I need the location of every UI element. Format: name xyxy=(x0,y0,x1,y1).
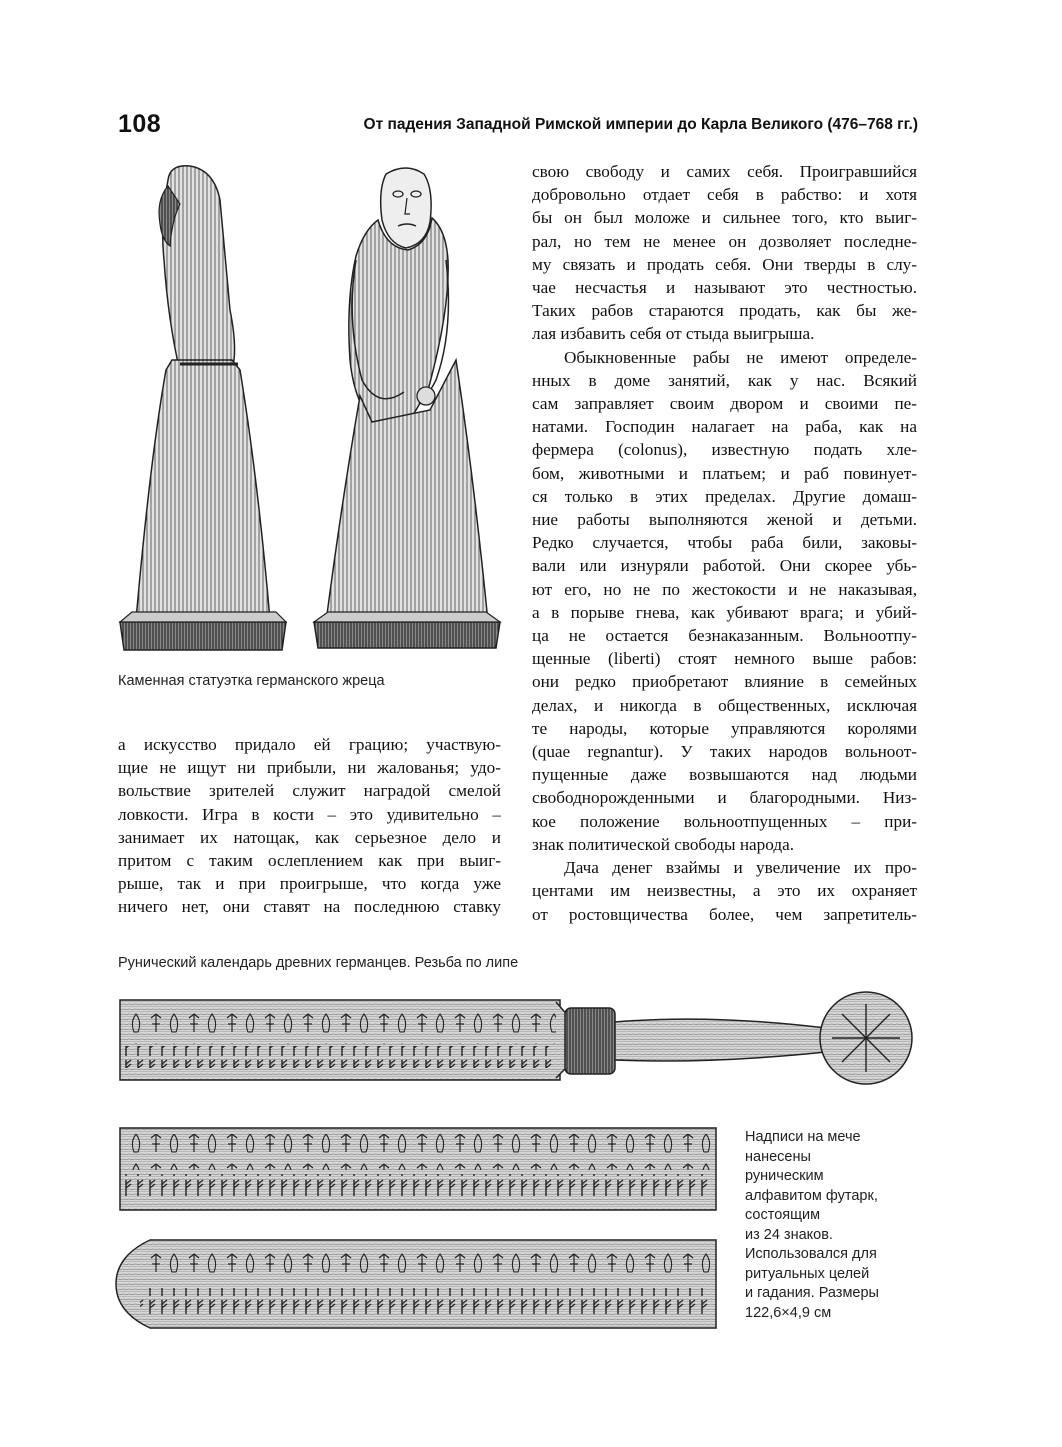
page-header xyxy=(118,110,918,146)
caption-line: 122,6×4,9 см xyxy=(745,1304,832,1321)
text-line: Обыкновенные рабы не имеют определе- xyxy=(564,347,917,367)
text-line: бы он был моложе и сильнее того, кто выиг- xyxy=(532,208,917,228)
statues-caption: Каменная статуэтка германского жреца xyxy=(118,673,385,689)
calendar-caption: Рунический календарь древних германцев. Резьба по липе xyxy=(118,955,519,971)
page-number: 108 xyxy=(118,110,162,138)
text-line: а искусство придало ей грацию; участвую- xyxy=(118,735,501,754)
text-line: вольствие зрителей служит наградой смелой xyxy=(118,781,501,801)
text-line: ца не остается безнаказанным. Вольноотпу- xyxy=(532,626,917,646)
paragraph-2 xyxy=(532,346,917,856)
statues-illustration xyxy=(110,160,510,660)
left-text-column xyxy=(118,733,501,919)
text-line: они редко приобретают влияние в семейных xyxy=(532,672,917,692)
text-line: щие не ищут ни прибыли, ни жалованья; удо- xyxy=(118,758,501,778)
text-line: натами. Господин налагает на раба, как на xyxy=(532,417,917,437)
right-text-column xyxy=(532,160,917,926)
text-line: нных в доме занятий, как у нас. Всякий xyxy=(532,370,917,390)
caption-line: и гадания. Размеры xyxy=(745,1285,879,1301)
calendar-sword-1 xyxy=(120,992,912,1084)
statue-front-view xyxy=(314,168,500,648)
text-line: рал, но тем не менее он дозволяет последне- xyxy=(532,231,917,251)
calendar-sword-3 xyxy=(116,1240,716,1328)
text-line: свою свободу и самих себя. Проигравшийся xyxy=(532,162,917,181)
text-line: ют его, но не по жестокости и не наказывая, xyxy=(532,579,917,599)
caption-line: из 24 знаков. xyxy=(745,1226,833,1243)
text-line: (quae regnantur). У таких народов вольноот- xyxy=(532,742,917,762)
running-title: От падения Западной Римской империи до Карла Великого (476–768 гг.) xyxy=(363,116,918,133)
text-line: вали или изнуряли работой. Они скорее убь- xyxy=(532,556,917,576)
text-line: пущенные даже возвышаются над людьми xyxy=(532,765,917,785)
text-line: знак политической свободы народа. xyxy=(532,834,795,854)
text-line: чае несчастья и называют это честностью. xyxy=(532,278,917,298)
caption-line: нанесены xyxy=(745,1148,811,1165)
text-line: занимает их натощак, как серьезное дело и xyxy=(118,827,501,847)
caption-line: алфавитом футарк, xyxy=(745,1187,878,1204)
text-line: сам заправляет своим двором и своими пе- xyxy=(532,394,917,414)
text-line: му связать и продать себя. Они тверды в слу- xyxy=(532,254,917,274)
paragraph-3 xyxy=(532,856,917,926)
text-line: фермера (colonus), известную подать хле- xyxy=(532,440,917,460)
caption-line: руническим xyxy=(745,1168,824,1184)
text-line: добровольно отдает себя в рабство: и хотя xyxy=(532,185,917,205)
text-line: Таких рабов стараются продать, как бы же- xyxy=(532,301,917,321)
paragraph-1 xyxy=(532,160,917,346)
text-line: бом, животными и платьем; и раб повинует- xyxy=(532,463,917,483)
calendar-sword-2 xyxy=(120,1128,716,1210)
text-line: ловкости. Игра в кости – это удивительно – xyxy=(118,804,501,824)
text-line: центами им неизвестны, а это их охраняет xyxy=(532,881,917,901)
text-line: те народы, которые управляются королями xyxy=(532,718,917,738)
text-line: а в порыве гнева, как убивают врага; и убий- xyxy=(532,602,917,622)
text-line: от ростовщичества более, чем запретитель- xyxy=(532,904,917,924)
caption-line: Использовался для xyxy=(745,1246,877,1262)
caption-line: Надписи на мече xyxy=(745,1129,861,1145)
statue-side-view xyxy=(120,166,286,650)
text-line: рыше, так и при проигрыше, что когда уже xyxy=(118,874,501,894)
text-line: свободнорожденными и благородными. Низ- xyxy=(532,788,917,808)
text-line: Редко случается, чтобы раба били, заковы- xyxy=(532,533,917,553)
caption-line: ритуальных целей xyxy=(745,1265,870,1282)
text-line: ся только в этих пределах. Другие домаш- xyxy=(532,486,917,506)
text-line: ние работы выполняются женой и детьми. xyxy=(532,510,917,530)
text-line: делах, и никогда в общественных, исключая xyxy=(532,695,917,715)
text-line: щенные (liberti) стоят немного выше рабов: xyxy=(532,649,917,669)
text-line: кое положение вольноотпущенных – при- xyxy=(532,811,917,831)
text-line: лая избавить себя от стыда выигрыша. xyxy=(532,324,815,344)
caption-line: состоящим xyxy=(745,1207,821,1223)
text-line: притом с таким ослеплением как при выиг- xyxy=(118,851,501,871)
text-line: ничего нет, они ставят на последнюю ставку xyxy=(118,897,501,917)
sword-caption xyxy=(745,1128,920,1323)
text-line: Дача денег взаймы и увеличение их про- xyxy=(564,858,917,878)
